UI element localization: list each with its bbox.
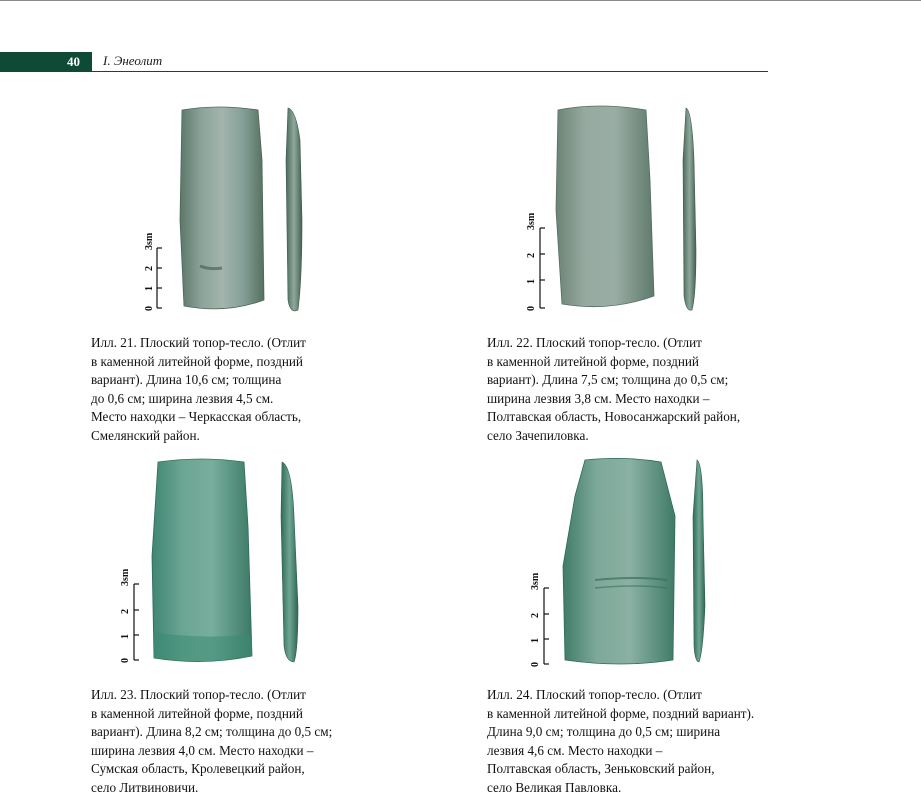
caption-line: лезвия 4,6 см. Место находки – xyxy=(487,742,663,758)
axe-22-illustration xyxy=(518,100,718,320)
caption-line: в каменной литейной форме, поздний xyxy=(487,353,699,369)
caption-line: Илл. 24. Плоский топор-тесло. (Отлит xyxy=(487,687,702,702)
caption-line: Илл. 23. Плоский топор-тесло. (Отлит xyxy=(91,687,306,702)
scale-label-1: 1 xyxy=(144,286,155,291)
scale-label-2: 2 xyxy=(530,613,541,618)
top-rule xyxy=(0,0,921,1)
caption-line: Полтавская область, Новосанжарский район, xyxy=(487,409,741,425)
caption-line: Смелянский район. xyxy=(91,427,200,443)
caption-line: ширина лезвия 3,8 см. Место находки – xyxy=(487,390,710,406)
caption-line: Илл. 22. Плоский топор-тесло. (Отлит xyxy=(487,335,702,350)
caption-line: Илл. 21. Плоский топор-тесло. (Отлит xyxy=(91,335,306,350)
caption-21 xyxy=(91,334,306,446)
scale-label-1: 1 xyxy=(526,279,537,284)
scale-bar xyxy=(144,232,162,311)
axe-21-illustration xyxy=(138,100,318,320)
scale-label-0: 0 xyxy=(120,658,131,663)
caption-22 xyxy=(487,334,740,446)
scale-label-0: 0 xyxy=(144,306,155,311)
page-header xyxy=(0,52,768,72)
scale-label-1: 1 xyxy=(530,638,541,643)
scale-label-3: 3sm xyxy=(144,232,155,250)
scale-label-2: 2 xyxy=(120,609,131,614)
caption-line: Сумская область, Кролевецкий район, xyxy=(91,761,305,777)
figure-24 xyxy=(525,456,725,670)
scale-bar xyxy=(530,572,549,667)
figure-21 xyxy=(138,100,318,320)
caption-line: вариант). Длина 7,5 см; толщина до 0,5 см; xyxy=(487,372,729,388)
scale-bar xyxy=(526,212,545,311)
scale-label-2: 2 xyxy=(526,253,537,258)
caption-23 xyxy=(91,686,332,798)
figure-22 xyxy=(518,100,718,320)
scale-label-0: 0 xyxy=(530,662,541,667)
caption-line: село Зачепиловка. xyxy=(487,427,589,443)
scale-label-1: 1 xyxy=(120,634,131,639)
header-rule xyxy=(92,71,768,72)
scale-label-3: 3sm xyxy=(530,572,541,590)
axe-23-illustration xyxy=(112,456,312,666)
caption-line: село Великая Павловка. xyxy=(487,779,622,795)
caption-line: в каменной литейной форме, поздний xyxy=(91,705,303,721)
scale-bar xyxy=(120,568,139,663)
caption-line: до 0,6 см; ширина лезвия 4,5 см. xyxy=(91,390,274,406)
caption-line: Полтавская область, Зеньковский район, xyxy=(487,761,715,777)
caption-line: в каменной литейной форме, поздний xyxy=(91,353,303,369)
caption-line: ширина лезвия 4,0 см. Место находки – xyxy=(91,742,314,758)
figure-23 xyxy=(112,456,312,666)
page-number: 40 xyxy=(0,52,92,72)
caption-line: в каменной литейной форме, поздний вариант). xyxy=(487,705,755,721)
scale-label-2: 2 xyxy=(144,266,155,271)
caption-24 xyxy=(487,686,754,798)
axe-24-illustration xyxy=(525,456,725,670)
caption-line: вариант). Длина 10,6 см; толщина xyxy=(91,372,282,388)
section-title: I. Энеолит xyxy=(103,53,163,68)
caption-line: вариант). Длина 8,2 см; толщина до 0,5 см; xyxy=(91,724,333,740)
caption-line: Место находки – Черкасская область, xyxy=(91,409,302,425)
caption-line: Длина 9,0 см; толщина до 0,5 см; ширина xyxy=(487,724,721,740)
scale-label-3: 3sm xyxy=(120,568,131,586)
scale-label-0: 0 xyxy=(526,306,537,311)
caption-line: село Литвиновичи. xyxy=(91,779,199,795)
scale-label-3: 3sm xyxy=(526,212,537,230)
